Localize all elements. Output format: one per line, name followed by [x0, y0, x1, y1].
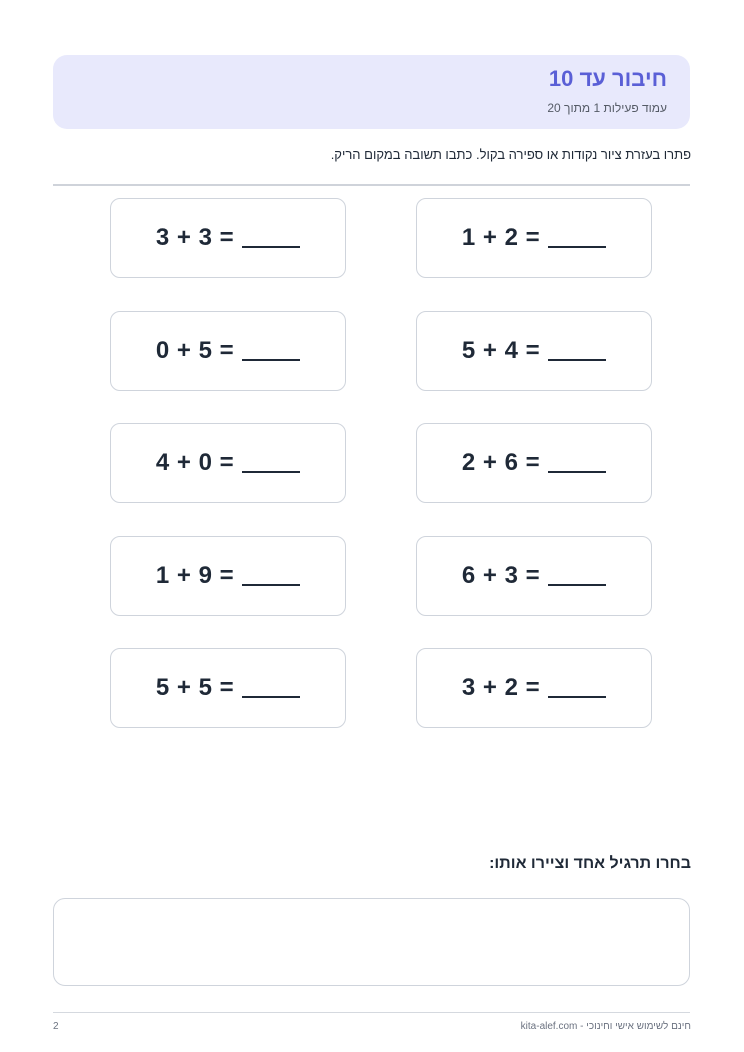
exercise-expression: 3 + 3 =: [155, 224, 235, 251]
exercise-expression: 5 + 5 =: [155, 674, 235, 701]
exercise-card: [416, 311, 652, 391]
exercise-expression: 4 + 0 =: [155, 449, 235, 476]
exercise-card: [110, 536, 346, 616]
exercise-card: [110, 648, 346, 728]
exercise-card: [416, 536, 652, 616]
answer-blank[interactable]: [548, 228, 606, 248]
page-number: 2: [53, 1021, 59, 1032]
exercise-expression: 6 + 3 =: [461, 562, 541, 589]
answer-blank[interactable]: [242, 453, 300, 473]
exercise-expression: 0 + 5 =: [155, 337, 235, 364]
draw-prompt: בחרו תרגיל אחד וציירו אותו:: [489, 855, 691, 872]
exercise-card: [110, 423, 346, 503]
exercise-card: [110, 311, 346, 391]
answer-blank[interactable]: [242, 228, 300, 248]
footer-divider: [53, 1012, 690, 1013]
answer-blank[interactable]: [242, 678, 300, 698]
exercise-expression: 1 + 2 =: [461, 224, 541, 251]
answer-blank[interactable]: [548, 341, 606, 361]
exercise-card: [416, 648, 652, 728]
exercise-card: [416, 423, 652, 503]
answer-blank[interactable]: [242, 566, 300, 586]
exercise-expression: 2 + 6 =: [461, 449, 541, 476]
exercise-card: [110, 198, 346, 278]
page-title: חיבור עד 10: [548, 66, 667, 91]
exercise-expression: 5 + 4 =: [461, 337, 541, 364]
exercise-card: [416, 198, 652, 278]
exercise-expression: 3 + 2 =: [461, 674, 541, 701]
page-subtitle: עמוד פעילות 1 מתוך 20: [547, 101, 667, 115]
footer-credit: חינם לשימוש אישי וחינוכי - kita-alef.com: [520, 1021, 691, 1032]
answer-blank[interactable]: [242, 341, 300, 361]
exercise-expression: 1 + 9 =: [155, 562, 235, 589]
instructions: פתרו בעזרת ציור נקודות או ספירה בקול. כתבו תשובה במקום הריק.: [330, 147, 691, 162]
answer-blank[interactable]: [548, 678, 606, 698]
answer-blank[interactable]: [548, 453, 606, 473]
answer-blank[interactable]: [548, 566, 606, 586]
drawing-area[interactable]: [53, 898, 690, 986]
